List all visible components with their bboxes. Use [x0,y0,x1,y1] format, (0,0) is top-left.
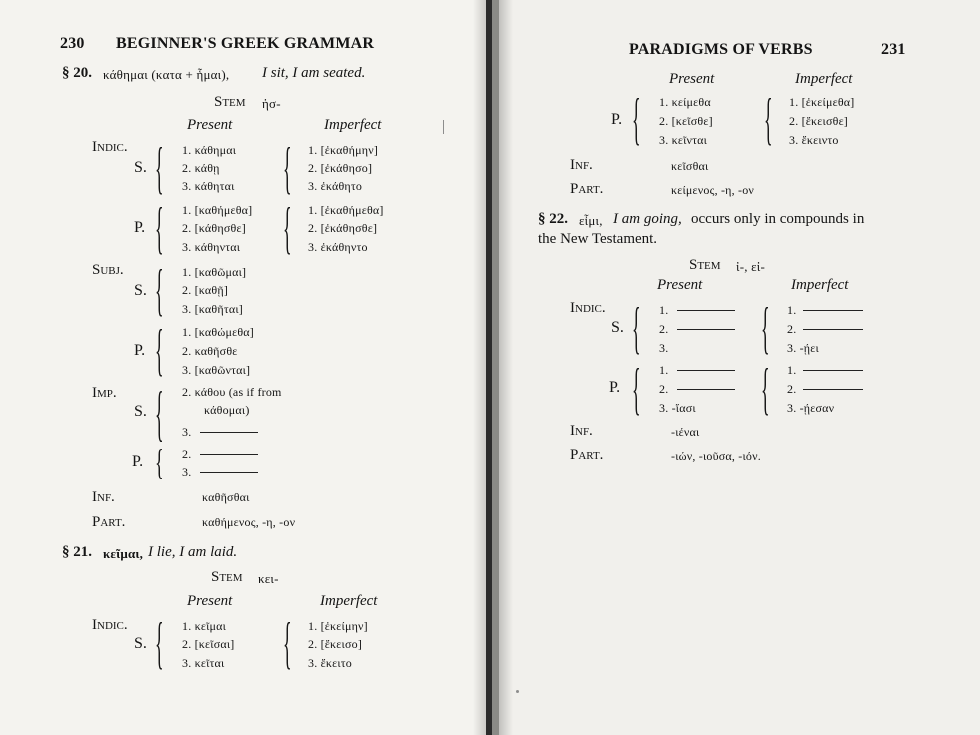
subj-p-3: 3. [καθῶνται] [182,363,251,377]
section-22-greek: εἶμι, [579,213,603,228]
indic-p-present-2: 2. [κάθησθε] [182,221,246,235]
spine-edge [492,0,499,735]
subj-s-2: 2. [καθῇ] [182,283,229,297]
section-21-greek: κεῖμαι, [103,546,144,561]
stem-21: κει- [258,571,279,586]
present-header-22: Present [657,277,703,293]
s21-imperfect-2: 2. [ἔκεισο] [308,637,363,651]
inf-value-20: καθῆσθαι [202,490,250,504]
speck [516,690,519,693]
brace-21-imperfect: { [283,610,292,675]
present-header-21: Present [187,593,233,609]
gutter-shadow-left [473,0,487,735]
s21-imperfect-1: 1. [ἐκείμην] [308,619,368,633]
s22-p-present-3: 3. -ἴασι [659,401,696,415]
brace-imp-p: { [155,442,164,482]
imperfect-header-21: Imperfect [320,593,378,609]
indic-s-present-3: 3. κάθηται [182,179,235,193]
section-21-number: § 21. [62,544,92,560]
part-label-20: Part. [92,514,126,530]
running-head-left: BEGINNER'S GREEK GRAMMAR [116,35,375,52]
part-value-20: καθήμενος, -η, -ον [202,515,296,529]
s22-p-imperfect-1-blank [803,370,863,371]
s22-p-imperfect-3: 3. -ῄεσαν [787,401,835,415]
s21-present-2: 2. [κεῖσαι] [182,637,235,651]
section-22-gloss: I am going, [613,211,682,227]
s22-s-imperfect-2: 2. [787,322,797,336]
s22-p-imperfect-2: 2. [787,382,797,396]
section-20-number: § 20. [62,65,92,81]
imp-p-2-blank [200,454,258,455]
cont-present-1: 1. κείμεθα [659,95,711,109]
section-22-text-2: the New Testament. [538,231,658,247]
imp-p-3: 3. [182,465,192,479]
part-label-22: Part. [570,447,604,463]
brace-imp-s: { [155,379,164,448]
section-20-gloss: I sit, I am seated. [262,65,366,81]
number-p-subj: P. [134,342,146,359]
running-head-right: PARADIGMS OF VERBS [629,41,813,58]
imp-s-3-blank [200,432,258,433]
s22-s-present-2-blank [677,329,735,330]
number-s-imp: S. [134,403,147,420]
brace-indic-p-present: { [155,195,164,260]
indic-p-imperfect-1: 1. [ἐκαθήμεθα] [308,203,384,217]
inf-value-cont: κεῖσθαι [671,159,709,173]
s22-p-present-1: 1. [659,363,669,377]
indic-s-imperfect-2: 2. [ἐκάθησο] [308,161,373,175]
page-number-right: 231 [881,41,906,58]
present-header-20: Present [187,117,233,133]
inf-value-22: -ιέναι [671,425,700,439]
cont-present-2: 2. [κεῖσθε] [659,114,713,128]
s22-s-present-3: 3. [659,341,669,355]
imp-s-2-cont: κάθομαι) [204,403,250,417]
indic-p-present-1: 1. [καθήμεθα] [182,203,253,217]
section-22-text-1: occurs only in compounds in [691,211,865,227]
brace-22-p-imperfect: { [761,356,770,421]
cont-present-3: 3. κεῖνται [659,133,708,147]
imperfect-header-20: Imperfect [324,117,382,133]
brace-22-p-present: { [632,356,641,421]
brace-cont-present: { [632,86,641,151]
imperfect-header-22: Imperfect [791,277,849,293]
part-value-cont: κείμενος, -η, -ον [671,183,755,197]
cont-imperfect-1: 1. [ἐκείμεθα] [789,95,855,109]
indic-p-imperfect-3: 3. ἐκάθηντο [308,240,368,254]
stem-label-21: Stem [211,569,243,585]
imp-p-3-blank [200,472,258,473]
indic-p-imperfect-2: 2. [ἐκάθησθε] [308,221,378,235]
margin-mark [443,120,444,134]
brace-22-s-imperfect: { [761,295,770,360]
number-s-22: S. [611,319,624,336]
indic-s-present-1: 1. κάθημαι [182,143,237,157]
s22-s-imperfect-3: 3. -ῄει [787,341,819,355]
brace-21-present: { [155,610,164,675]
s22-p-present-2-blank [677,389,735,390]
number-p-imp: P. [132,453,144,470]
number-s-indic: S. [134,159,147,176]
stem-label-20: Stem [214,94,246,110]
part-value-22: -ιών, -ιοῦσα, -ιόν. [671,449,761,463]
mood-subj-20: Subj. [92,262,124,278]
s22-s-imperfect-1-blank [803,310,863,311]
subj-p-1: 1. [καθώμεθα] [182,325,254,339]
brace-22-s-present: { [632,295,641,360]
indic-p-present-3: 3. κάθηνται [182,240,241,254]
cont-imperfect-3: 3. ἔκειντο [789,133,839,147]
number-p-22: P. [609,379,621,396]
s21-present-3: 3. κεῖται [182,656,225,670]
brace-indic-s-imperfect: { [283,135,292,200]
imp-s-3: 3. [182,425,192,439]
part-label-cont: Part. [570,181,604,197]
imperfect-header-cont: Imperfect [795,71,853,87]
s22-p-imperfect-1: 1. [787,363,797,377]
s22-p-present-2: 2. [659,382,669,396]
page-number-left: 230 [60,35,85,52]
s21-imperfect-3: 3. ἔκειτο [308,656,352,670]
mood-indic-21: Indic. [92,617,128,633]
indic-s-imperfect-3: 3. ἐκάθητο [308,179,363,193]
s22-s-imperfect-2-blank [803,329,863,330]
left-page [0,0,487,735]
brace-subj-p: { [155,317,164,382]
cont-imperfect-2: 2. [ἔκεισθε] [789,114,849,128]
number-s-21: S. [134,635,147,652]
s22-s-imperfect-1: 1. [787,303,797,317]
subj-p-2: 2. καθῆσθε [182,344,238,358]
brace-subj-s: { [155,257,164,322]
stem-label-22: Stem [689,257,721,273]
section-21-gloss: I lie, I am laid. [148,544,238,560]
s22-s-present-1: 1. [659,303,669,317]
stem-20: ἡσ- [262,96,281,111]
number-p-cont: P. [611,111,623,128]
right-page [499,0,980,735]
brace-indic-p-imperfect: { [283,195,292,260]
s22-p-imperfect-2-blank [803,389,863,390]
s22-s-present-2: 2. [659,322,669,336]
indic-s-imperfect-1: 1. [ἐκαθήμην] [308,143,379,157]
s22-s-present-1-blank [677,310,735,311]
section-22-number: § 22. [538,211,568,227]
present-header-cont: Present [669,71,715,87]
inf-label-20: Inf. [92,489,115,505]
subj-s-3: 3. [καθῆται] [182,302,243,316]
inf-label-22: Inf. [570,423,593,439]
mood-indic-20: Indic. [92,139,128,155]
imp-s-2: 2. κάθου (as if from [182,385,282,399]
mood-indic-22: Indic. [570,300,606,316]
brace-cont-imperfect: { [764,86,773,151]
gutter-shadow-right [499,0,513,735]
s22-p-present-1-blank [677,370,735,371]
number-p-indic: P. [134,219,146,236]
number-s-subj: S. [134,282,147,299]
imp-p-2: 2. [182,447,192,461]
brace-indic-s-present: { [155,135,164,200]
mood-imp-20: Imp. [92,385,117,401]
section-20-greek: κάθημαι (κατα + ἧμαι), [103,67,230,82]
subj-s-1: 1. [καθῶμαι] [182,265,247,279]
s21-present-1: 1. κεῖμαι [182,619,227,633]
inf-label-cont: Inf. [570,157,593,173]
stem-22: ἰ-, εἰ- [736,259,766,274]
indic-s-present-2: 2. κάθῃ [182,161,220,175]
